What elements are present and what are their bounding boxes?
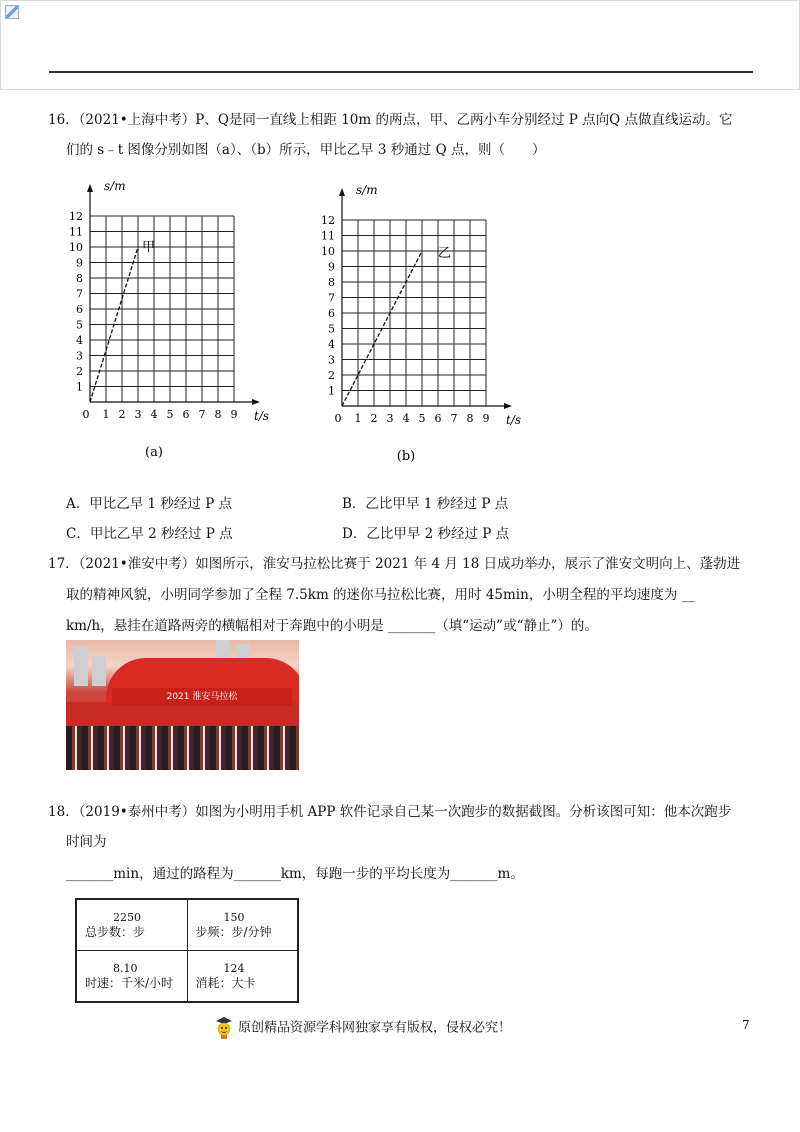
y-tick-label: 8 bbox=[76, 272, 83, 285]
stat-value: 2250 bbox=[113, 910, 141, 924]
x-tick-label: 7 bbox=[450, 412, 458, 425]
stat-label: 时速：千米/小时 bbox=[85, 975, 174, 990]
y-tick-label: 1 bbox=[76, 380, 83, 394]
x-tick-label: 2 bbox=[370, 412, 378, 425]
y-tick-label: 3 bbox=[328, 353, 335, 367]
y-tick-label: 12 bbox=[69, 210, 83, 223]
y-axis-label: s/m bbox=[356, 183, 378, 197]
x-tick-label: 1 bbox=[102, 408, 110, 421]
y-tick-label: 1 bbox=[328, 384, 335, 398]
q16-stem-line2: 们的 s﹣t 图像分别如图（a）、（b）所示，甲比乙早 3 秒通过 Q 点，则（ ） bbox=[66, 142, 546, 158]
q18-stem-line1: 18．（2019•泰州中考）如图为小明用手机 APP 软件记录自己某一次跑步的数据截图。分析该图可知：他本次跑步 bbox=[48, 804, 732, 820]
y-tick-label: 11 bbox=[321, 229, 335, 243]
y-axis-arrow bbox=[339, 188, 345, 196]
q17-stem-line1: 17．（2021•淮安中考）如图所示，淮安马拉松比赛于 2021 年 4 月 18 日成功举办，展示了淮安文明向上、蓬勃进 bbox=[48, 556, 741, 572]
y-tick-label: 10 bbox=[321, 245, 335, 258]
y-tick-label: 4 bbox=[328, 338, 335, 351]
y-tick-label: 5 bbox=[328, 322, 335, 336]
option-a[interactable]: A．甲比乙早 1 秒经过 P 点 bbox=[66, 496, 233, 512]
y-tick-label: 4 bbox=[76, 334, 83, 347]
x-tick-label: 2 bbox=[118, 408, 126, 421]
x-tick-label: 4 bbox=[402, 412, 410, 425]
x-tick-label: 9 bbox=[482, 412, 490, 425]
stat-cell-speed bbox=[76, 951, 187, 1003]
y-tick-label: 7 bbox=[76, 287, 83, 301]
stat-cell-cadence bbox=[187, 899, 298, 951]
x-axis-arrow bbox=[504, 403, 512, 409]
page-header bbox=[0, 0, 800, 90]
x-tick-label: 5 bbox=[418, 412, 426, 425]
x-tick-label: 5 bbox=[166, 408, 174, 421]
y-tick-label: 2 bbox=[76, 365, 83, 378]
y-tick-label: 3 bbox=[76, 349, 83, 363]
stat-value: 8.10 bbox=[113, 961, 138, 975]
stat-label: 总步数：步 bbox=[85, 924, 146, 939]
x-axis-label: t/s bbox=[506, 413, 522, 427]
x-tick-label: 3 bbox=[386, 412, 394, 425]
q17-stem-line2: 取的精神风貌，小明同学参加了全程 7.5km 的迷你马拉松比赛，用时 45min，小明全程的平均速度为 __ bbox=[66, 587, 696, 603]
footer-text: 原创精品资源学科网独家享有版权，侵权必究！ bbox=[238, 1020, 512, 1036]
origin-label: 0 bbox=[334, 412, 342, 425]
x-axis-label: t/s bbox=[254, 409, 270, 423]
graph-b bbox=[310, 172, 550, 472]
y-tick-label: 11 bbox=[69, 225, 83, 239]
stat-cell-total-steps bbox=[76, 899, 187, 951]
y-tick-label: 9 bbox=[328, 260, 335, 274]
y-tick-label: 6 bbox=[328, 307, 335, 320]
q18-stem-line3: _______min，通过的路程为_______km，每跑一步的平均长度为_______m。 bbox=[66, 866, 524, 882]
stat-label: 步频：步/分钟 bbox=[195, 924, 272, 939]
page-number: 7 bbox=[742, 1018, 750, 1032]
y-tick-label: 2 bbox=[328, 369, 335, 382]
series-label: 乙 bbox=[438, 246, 452, 261]
option-c[interactable]: C．甲比乙早 2 秒经过 P 点 bbox=[66, 526, 233, 542]
y-tick-label: 5 bbox=[76, 318, 83, 332]
copyright-footer bbox=[214, 1016, 511, 1040]
option-b[interactable]: B．乙比甲早 1 秒经过 P 点 bbox=[342, 496, 509, 512]
graph-caption: (a) bbox=[145, 445, 163, 460]
x-tick-label: 4 bbox=[150, 408, 158, 421]
run-stats-table bbox=[75, 898, 299, 1003]
stat-value: 124 bbox=[223, 961, 245, 975]
x-tick-label: 8 bbox=[214, 408, 222, 421]
q17-stem-line3: km/h，悬挂在道路两旁的横幅相对于奔跑中的小明是 _______（填“运动”或“静止”）的。 bbox=[66, 618, 598, 634]
marathon-photo bbox=[66, 640, 299, 770]
y-axis-label: s/m bbox=[104, 179, 126, 193]
y-tick-label: 10 bbox=[69, 241, 83, 254]
stat-cell-calories bbox=[187, 951, 298, 1003]
x-tick-label: 6 bbox=[434, 412, 442, 425]
stat-label: 消耗：大卡 bbox=[195, 975, 256, 990]
series-label: 甲 bbox=[142, 240, 156, 255]
broken-image-icon bbox=[5, 5, 19, 19]
y-tick-label: 12 bbox=[321, 214, 335, 227]
y-tick-label: 7 bbox=[328, 291, 335, 305]
x-tick-label: 6 bbox=[182, 408, 190, 421]
option-d[interactable]: D．乙比甲早 2 秒经过 P 点 bbox=[342, 526, 510, 542]
y-tick-label: 9 bbox=[76, 256, 83, 270]
x-tick-label: 1 bbox=[354, 412, 362, 425]
graph-a bbox=[58, 168, 298, 468]
q18-stem-line2: 时间为 bbox=[66, 834, 107, 850]
origin-label: 0 bbox=[82, 408, 90, 421]
mascot-icon bbox=[214, 1016, 234, 1040]
y-axis-arrow bbox=[87, 184, 93, 192]
x-tick-label: 3 bbox=[134, 408, 142, 421]
y-tick-label: 6 bbox=[76, 303, 83, 316]
graph-caption: (b) bbox=[396, 449, 416, 464]
header-rule bbox=[49, 71, 753, 73]
x-tick-label: 9 bbox=[230, 408, 238, 421]
stat-value: 150 bbox=[223, 910, 245, 924]
x-tick-label: 7 bbox=[198, 408, 206, 421]
q16-stem-line1: 16．（2021•上海中考）P、Q是同一直线上相距 10m 的两点，甲、乙两小车分别经过 P 点向Q 点做直线运动。它 bbox=[48, 112, 733, 128]
photo-banner-text: 2021 淮安马拉松 bbox=[112, 688, 292, 706]
x-axis-arrow bbox=[252, 399, 260, 405]
x-tick-label: 8 bbox=[466, 412, 474, 425]
y-tick-label: 8 bbox=[328, 276, 335, 289]
